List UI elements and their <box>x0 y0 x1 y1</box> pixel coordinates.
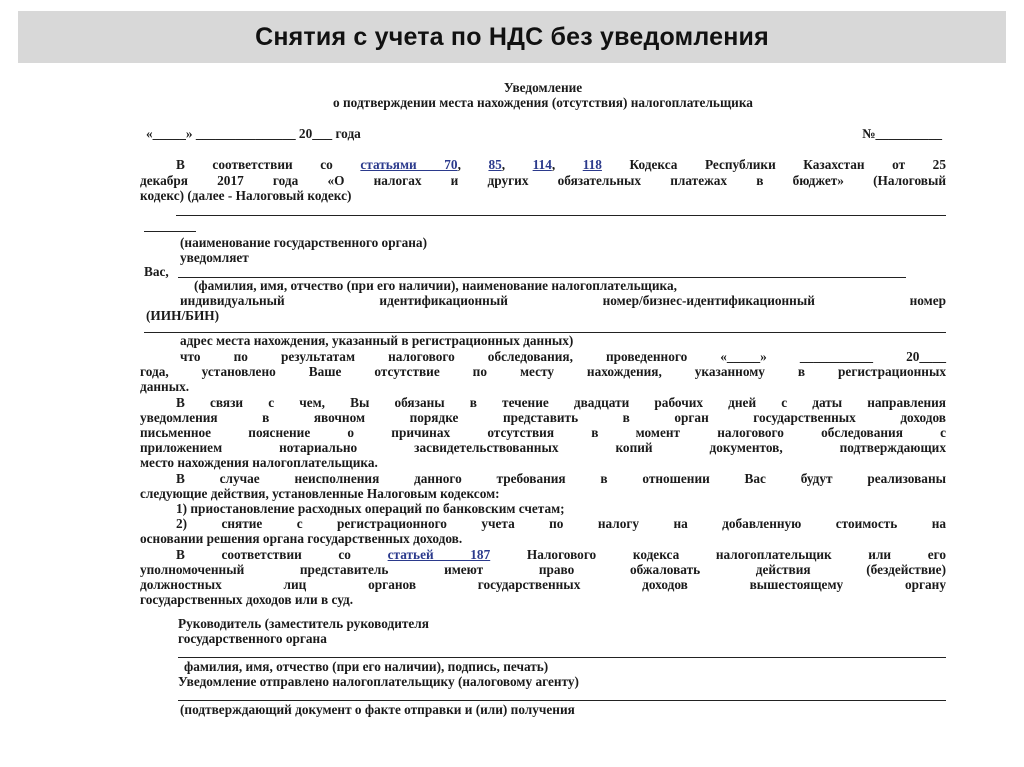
paragraph-5-line-4: государственных доходов или в суд. <box>140 592 354 607</box>
link-article-85[interactable]: 85 <box>488 157 502 172</box>
gov-body-blank-line <box>176 215 946 216</box>
proof-blank-line <box>178 700 946 701</box>
paragraph-1-line-1: В соответствии со статьями 70, 85, 114, 118 Кодекса Республики Казахстан от 25 <box>176 157 946 172</box>
paragraph-2-line-2: года, установлено Ваше отсутствие по месту нахождения, указанному в регистрационных <box>140 364 946 379</box>
link-article-118[interactable]: 118 <box>582 157 602 172</box>
date-field: «_____» _______________ 20___ года <box>146 126 361 141</box>
taxpayer-caption-2: индивидуальный идентификационный номер/бизнес-идентификационный номер <box>180 293 946 308</box>
proof-caption: (подтверждающий документ о факте отправки и (или) получения <box>180 702 575 717</box>
head-title-line-2: государственного органа <box>178 631 327 646</box>
paragraph-3-line-5: место нахождения налогоплательщика. <box>140 455 378 470</box>
signature-caption: фамилия, имя, отчество (при его наличии), подпись, печать) <box>184 659 549 674</box>
address-caption: адрес места нахождения, указанный в регистрационных данных) <box>180 333 574 348</box>
link-article-70[interactable]: статьями 70 <box>360 157 458 172</box>
paragraph-1-line-3: кодекс) (далее - Налоговый кодекс) <box>140 188 352 203</box>
paragraph-4-item-2-line-2: основании решения органа государственных доходов. <box>140 531 463 546</box>
taxpayer-caption-1: (фамилия, имя, отчество (при его наличии), наименование налогоплательщика, <box>194 278 677 293</box>
slide-title: Снятия с учета по НДС без уведомления <box>255 22 769 51</box>
paragraph-4-line-1: В случае неисполнения данного требования в отношении Вас будут реализованы <box>176 471 946 486</box>
paragraph-4-line-2: следующие действия, установленные Налоговым кодексом: <box>140 486 500 501</box>
doc-subheading: о подтверждении места нахождения (отсутствия) налогоплательщика <box>333 95 753 110</box>
link-article-187[interactable]: статьей 187 <box>387 547 491 562</box>
sent-notice-line: Уведомление отправлено налогоплательщику (налоговому агенту) <box>178 674 579 689</box>
notification-document <box>140 74 946 724</box>
taxpayer-caption-3: (ИИН/БИН) <box>146 308 220 323</box>
paragraph-3-line-2: уведомления в явочном порядке представить в орган государственных доходов <box>140 410 946 425</box>
paragraph-4-item-1: 1) приостановление расходных операций по банковским счетам; <box>176 501 565 516</box>
paragraph-3-line-3: письменное пояснение о причинах отсутствия в момент налогового обследования с <box>140 425 946 440</box>
signature-blank-line <box>178 657 946 658</box>
you-label: Вас, <box>144 264 169 279</box>
link-article-114[interactable]: 114 <box>532 157 552 172</box>
slide-title-bar <box>18 11 1006 63</box>
paragraph-5-line-1: В соответствии со статьей 187 Налогового кодекса налогоплательщик или его <box>176 547 946 562</box>
document-number-field: №__________ <box>862 126 942 141</box>
doc-heading: Уведомление <box>503 80 583 95</box>
paragraph-3-line-1: В связи с чем, Вы обязаны в течение двадцати рабочих дней с даты направления <box>176 395 946 410</box>
head-title-line-1: Руководитель (заместитель руководителя <box>178 616 429 631</box>
paragraph-5-line-3: должностных лиц органов государственных доходов вышестоящему органу <box>140 577 946 592</box>
paragraph-3-line-4: приложением нотариально засвидетельствованных копий документов, подтверждающих <box>140 440 946 455</box>
gov-body-blank-line-2 <box>144 231 196 232</box>
paragraph-4-item-2-line-1: 2) снятие с регистрационного учета по налогу на добавленную стоимость на <box>176 516 946 531</box>
date-number-line <box>140 126 946 141</box>
gov-body-caption: (наименование государственного органа) <box>180 235 428 250</box>
paragraph-2-line-3: данных. <box>140 379 190 394</box>
paragraph-1-line-2: декабря 2017 года «О налогах и других обязательных платежах в бюджет» (Налоговый <box>140 173 946 188</box>
paragraph-2-line-1: что по результатам налогового обследования, проведенного «_____» ___________ 20____ <box>180 349 946 364</box>
notifies-label: уведомляет <box>180 250 249 265</box>
paragraph-5-line-2: уполномоченный представитель имеют право обжаловать действия (бездействие) <box>140 562 946 577</box>
